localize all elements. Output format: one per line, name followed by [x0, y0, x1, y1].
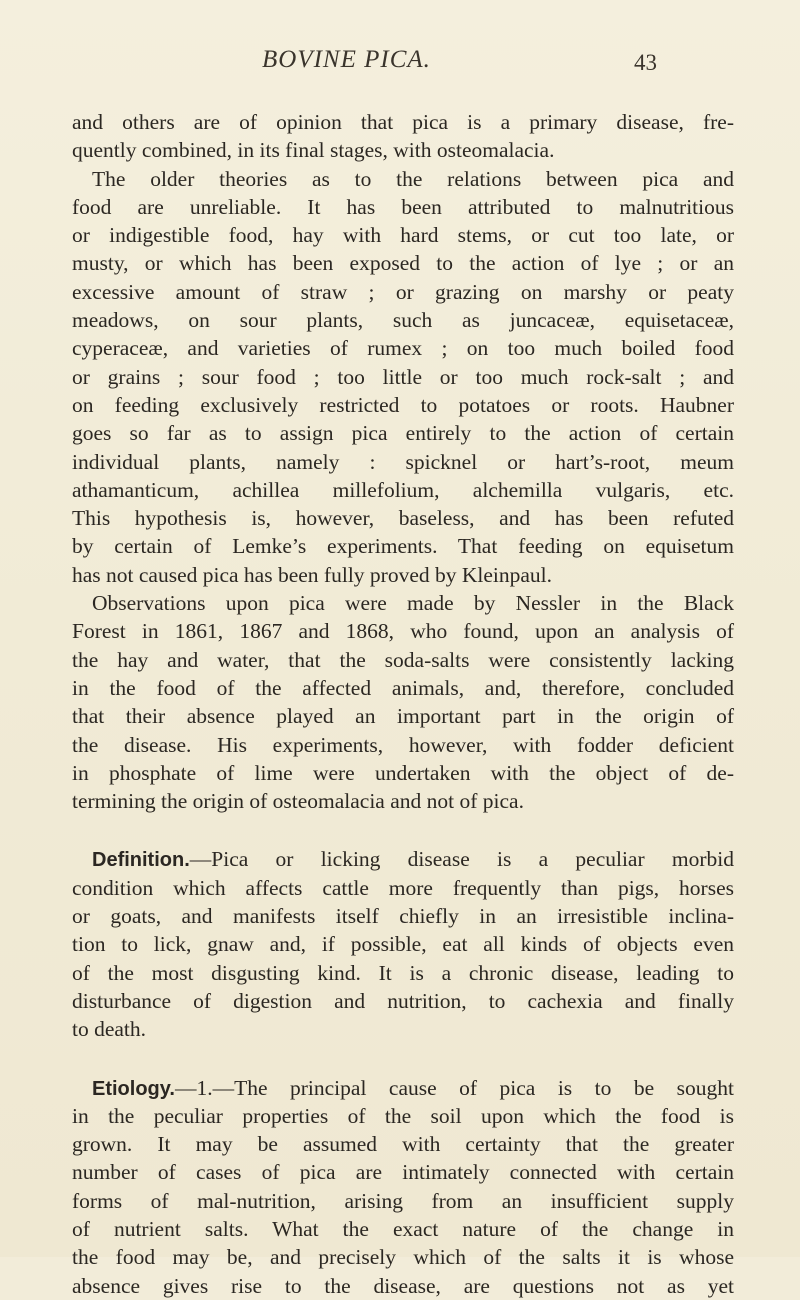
text-line: of the most disgusting kind. It is a chronic disease, leading to [72, 960, 734, 985]
running-head [0, 46, 800, 86]
text-line: number of cases of pica are intimately connected with certain [72, 1160, 734, 1185]
text-line: cyperaceæ, and varieties of rumex ; on too much boiled food [72, 336, 734, 361]
text-line: on feeding exclusively restricted to potatoes or roots. Haubner [72, 392, 734, 417]
text-line: the food may be, and precisely which of the salts it is whose [72, 1245, 734, 1270]
text-line: meadows, on sour plants, such as juncaceæ, equisetaceæ, [72, 308, 734, 333]
text-line: or grains ; sour food ; too little or too much rock-salt ; and [72, 364, 734, 389]
running-title: BOVINE PICA. [262, 46, 431, 73]
text-line: to death. [72, 1017, 147, 1042]
text-line: excessive amount of straw ; or grazing on marshy or peaty [72, 279, 734, 304]
text-line: quently combined, in its final stages, with osteomalacia. [72, 138, 555, 163]
text-line: The older theories as to the relations between pica and [92, 166, 734, 191]
text-line: in the peculiar properties of the soil upon which the food is [72, 1103, 734, 1128]
text-line: has not caused pica has been fully proved by Kleinpaul. [72, 562, 553, 587]
definition-first-line [72, 845, 734, 873]
text-line: This hypothesis is, however, baseless, and has been refuted [72, 506, 734, 531]
definition-heading: Definition. [92, 849, 190, 872]
text-line: by certain of Lemke’s experiments. That feeding on equisetum [72, 534, 734, 559]
definition-first-line-text: —Pica or licking disease is a peculiar morbid [189, 847, 734, 872]
text-line: food are unreliable. It has been attributed to malnutritious [72, 194, 734, 219]
etiology-first-line-text: —1.—The principal cause of pica is to be sought [174, 1075, 734, 1100]
text-line: condition which affects cattle more frequently than pigs, horses [72, 875, 734, 900]
text-line: termining the origin of osteomalacia and not of pica. [72, 789, 524, 814]
text-line: the disease. His experiments, however, with fodder deficient [72, 732, 734, 757]
text-line: goes so far as to assign pica entirely to the action of certain [72, 421, 734, 446]
text-line: tion to lick, gnaw and, if possible, eat all kinds of objects even [72, 932, 734, 957]
page-number: 43 [634, 50, 657, 75]
etiology-heading: Etiology. [92, 1077, 175, 1100]
body-text [72, 108, 734, 1300]
text-line: in the food of the affected animals, and, therefore, concluded [72, 675, 734, 700]
text-line: disturbance of digestion and nutrition, to cachexia and finally [72, 988, 734, 1013]
text-line: Observations upon pica were made by Nessler in the Black [92, 591, 734, 616]
etiology-first-line [72, 1074, 734, 1102]
text-line: musty, or which has been exposed to the action of lye ; or an [72, 251, 734, 276]
section-gap [72, 815, 734, 845]
text-line: Forest in 1861, 1867 and 1868, who found, upon an analysis of [72, 619, 734, 644]
text-line: that their absence played an important part in the origin of [72, 704, 734, 729]
text-line: individual plants, namely : spicknel or hart’s-root, meum [72, 449, 734, 474]
text-line: or goats, and manifests itself chiefly in an irresistible inclina- [72, 904, 734, 929]
text-line: grown. It may be assumed with certainty that the greater [72, 1132, 734, 1157]
text-line: absence gives rise to the disease, are questions not as yet [72, 1273, 734, 1298]
text-line: and others are of opinion that pica is a primary disease, fre- [72, 110, 734, 134]
text-line: the hay and water, that the soda-salts were consistently lacking [72, 647, 734, 672]
text-line: athamanticum, achillea millefolium, alchemilla vulgaris, etc. [72, 477, 734, 502]
section-gap [72, 1044, 734, 1074]
text-line: in phosphate of lime were undertaken with the object of de- [72, 760, 734, 785]
text-line: or indigestible food, hay with hard stems, or cut too late, or [72, 223, 734, 248]
text-line: of nutrient salts. What the exact nature of the change in [72, 1216, 734, 1241]
text-line: forms of mal-nutrition, arising from an insufficient supply [72, 1188, 734, 1213]
